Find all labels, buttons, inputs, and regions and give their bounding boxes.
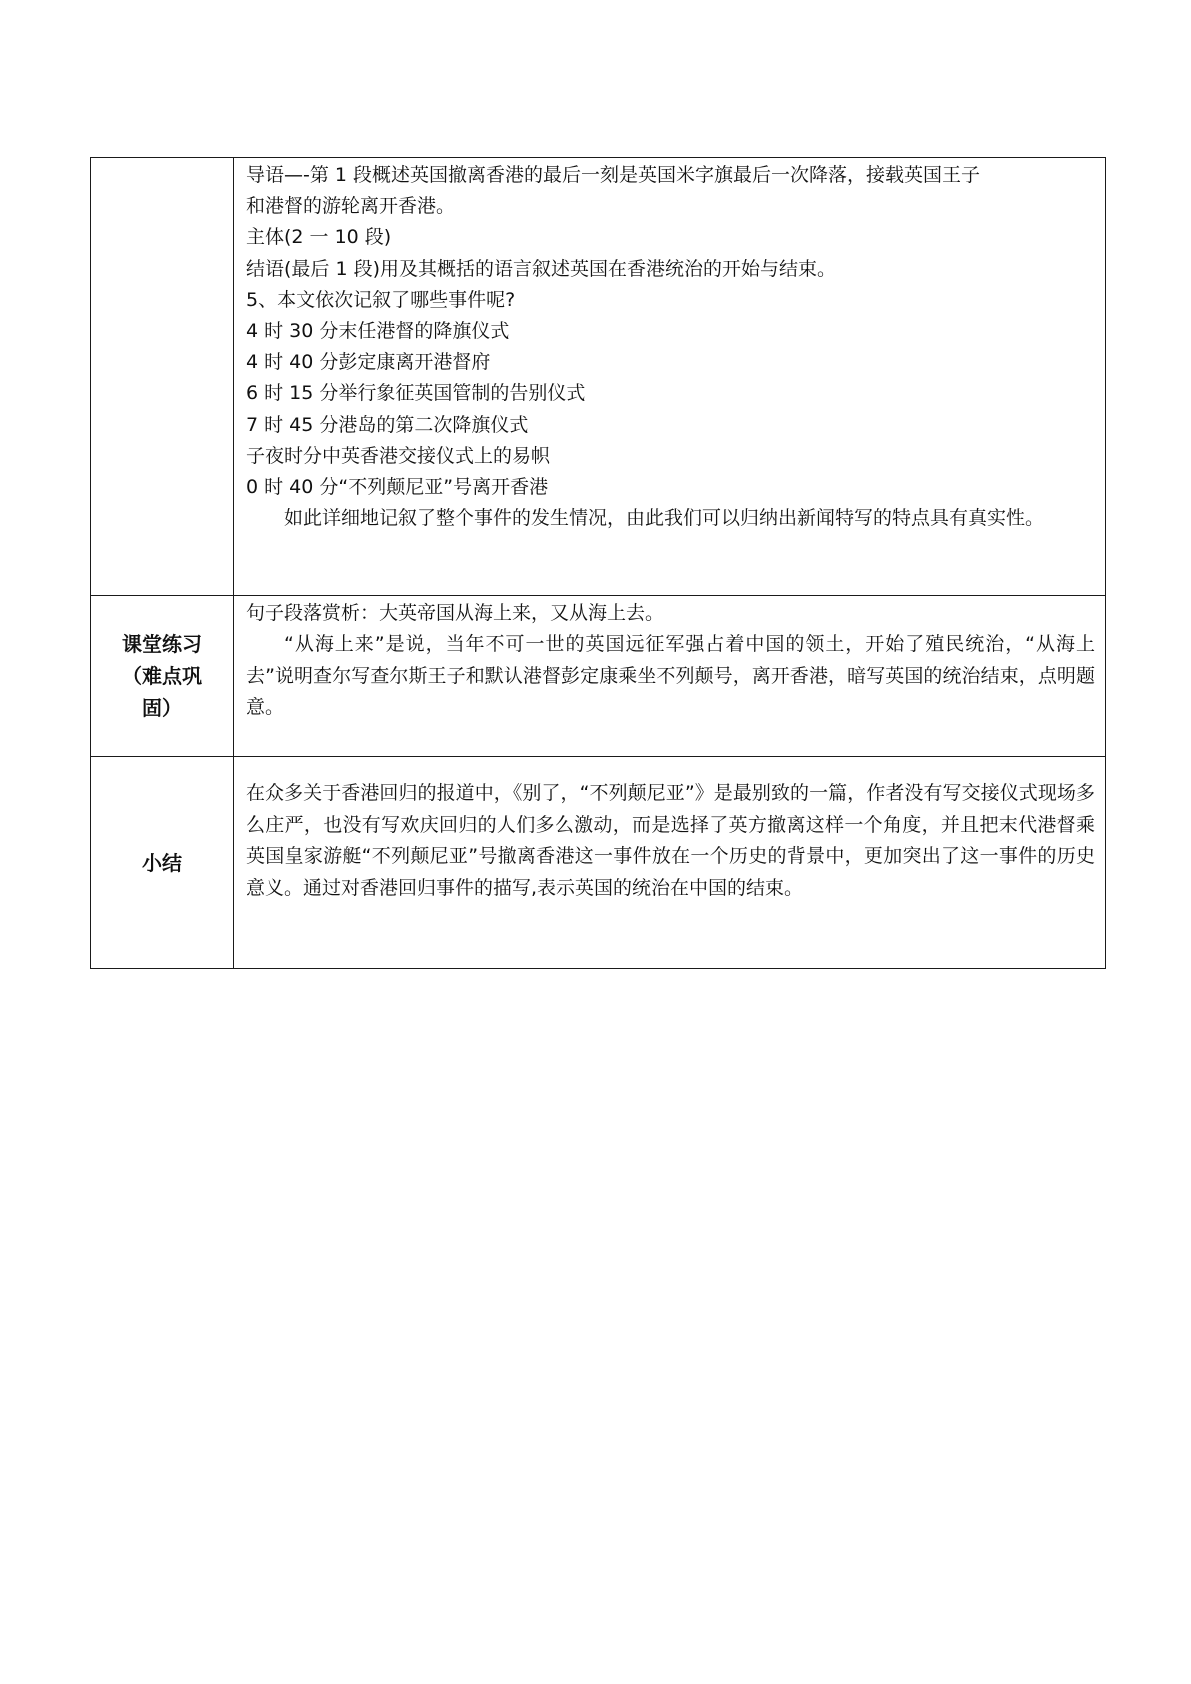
summary-paragraph: 在众多关于香港回归的报道中，《别了，“不列颠尼亚”》是最别致的一篇，作者没有写交接仪式现场多么庄严，也没有写欢庆回归的人们多么激动，而是选择了英方撤离这样一个角度，并且把末代港督乘英国皇家游艇“不列颠尼亚”号撤离香港这一事件放在一个历史的背景中，更加突出了这一事件的历史意义。通过对香港回归事件的描写,表示英国的统治在中国的结束。 bbox=[246, 782, 1095, 899]
text-line: 6 时 15 分举行象征英国管制的告别仪式 bbox=[246, 382, 586, 405]
text-line: 结语(最后 1 段)用及其概括的语言叙述英国在香港统治的开始与结束。 bbox=[246, 257, 836, 280]
row-label: 课堂练习（难点巩固） bbox=[122, 632, 202, 720]
analysis-paragraph: “从海上来”是说，当年不可一世的英国远征军强占着中国的领土，开始了殖民统治，“从海上去”说明查尔写查尔斯王子和默认港督彭定康乘坐不列颠号，离开香港，暗写英国的统治结束，点明题意。 bbox=[246, 633, 1095, 719]
text-line: 5、本文依次记叙了哪些事件呢? bbox=[246, 288, 516, 311]
table-row bbox=[91, 757, 1106, 969]
row-content-cell bbox=[234, 158, 1106, 596]
text-line: 主体(2 一 10 段) bbox=[246, 226, 392, 249]
table-row bbox=[91, 158, 1106, 596]
text-line: 0 时 40 分“不列颠尼亚”号离开香港 bbox=[246, 476, 549, 499]
row-label-cell bbox=[91, 757, 234, 969]
text-line: 和港督的游轮离开香港。 bbox=[246, 195, 456, 218]
text-line: 4 时 30 分末任港督的降旗仪式 bbox=[246, 320, 510, 343]
closing-paragraph: 如此详细地记叙了整个事件的发生情况，由此我们可以归纳出新闻特写的特点具有真实性。 bbox=[284, 507, 1045, 530]
text-line: 子夜时分中英香港交接仪式上的易帜 bbox=[246, 444, 551, 467]
row-label: 小结 bbox=[142, 850, 182, 875]
row-label-cell bbox=[91, 158, 234, 596]
text-line: 4 时 40 分彭定康离开港督府 bbox=[246, 351, 491, 374]
lesson-table bbox=[90, 157, 1106, 969]
table-row bbox=[91, 596, 1106, 757]
text-line: 导语—-第 1 段概述英国撤离香港的最后一刻是英国米字旗最后一次降落，接载英国王子 bbox=[246, 164, 981, 186]
text-line: 句子段落赏析：大英帝国从海上来，又从海上去。 bbox=[246, 602, 665, 624]
row-content-cell bbox=[234, 596, 1106, 757]
text-line: 7 时 45 分港岛的第二次降旗仪式 bbox=[246, 413, 529, 436]
row-content-cell bbox=[234, 757, 1106, 969]
row-label-cell bbox=[91, 596, 234, 757]
